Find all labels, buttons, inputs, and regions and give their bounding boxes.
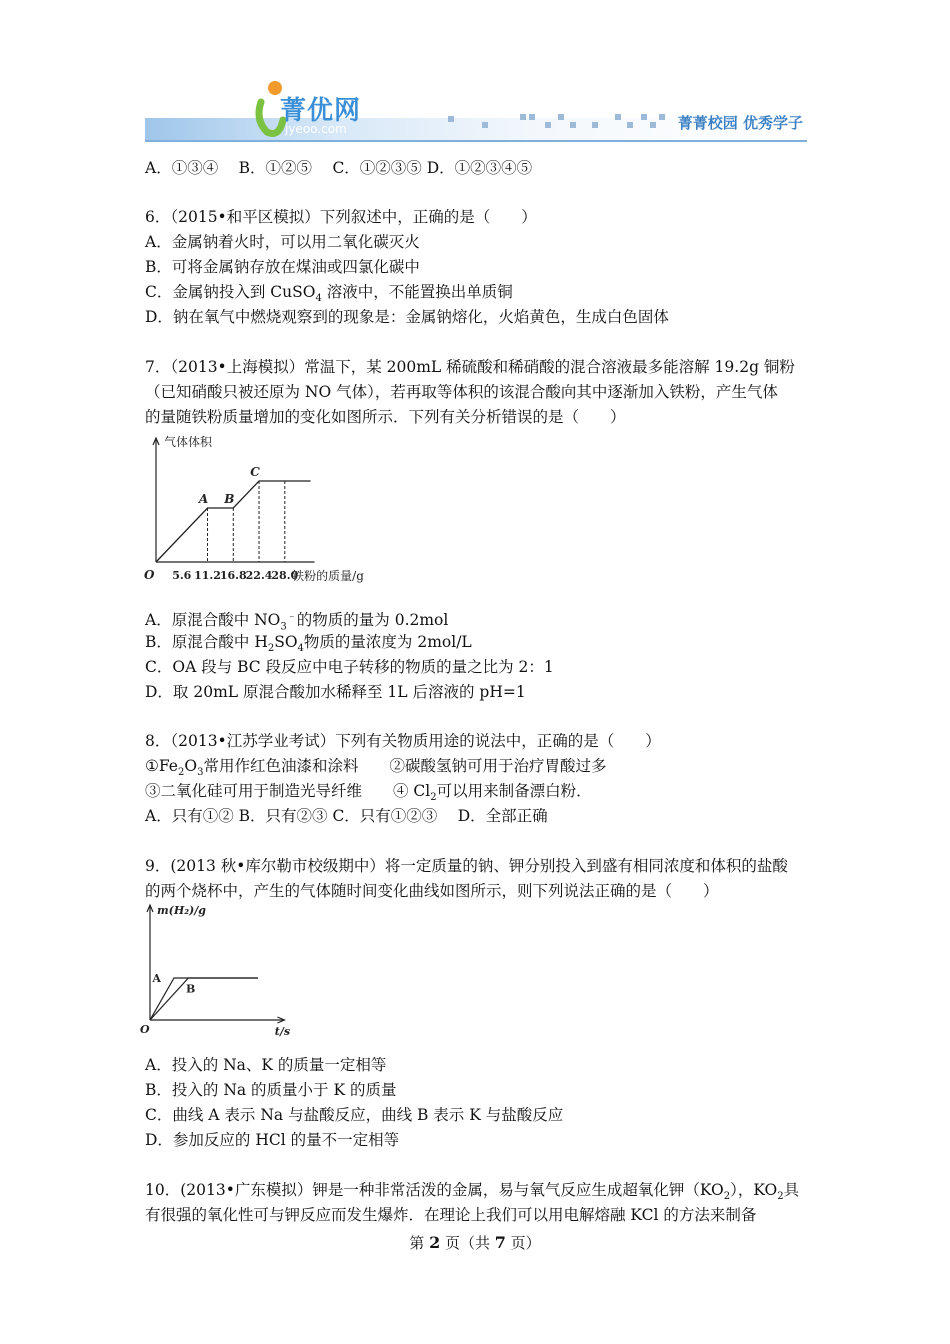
q6-option-d: D．钠在氧气中燃烧观察到的现象是：金属钠熔化，火焰黄色，生成白色固体 [145,308,669,326]
q7-option-b: B．原混合酸中 $H_2SO_4$物质的量浓度为 2mol/L [145,633,472,655]
point-label-b: B [224,492,235,506]
q9-option-c: C．曲线 A 表示 Na 与盐酸反应，曲线 B 表示 K 与盐酸反应 [145,1106,564,1124]
point-label-c: C [250,465,260,479]
q8-item-3-4: ③二氧化硅可用于制造光导纤维 ④ $Cl_2$可以用来制备漂白粉． [145,782,592,804]
page-total: 7 [494,1233,506,1252]
q7-stem-3: 的量随铁粉质量增加的变化如图所示．下列有关分析错误的是（ ） [145,408,626,426]
q7-option-a: A．原混合酸中 $NO_3^﹣$的物质的量为 0.2mol [145,611,449,633]
q9-stem-2: 的两个烧杯中，产生的气体随时间变化曲线如图所示，则下列说法正确的是（ ） [145,882,719,900]
q9-stem-1: 9．(2013 秋•库尔勒市校级期中）将一定质量的钠、钾分别投入到盛有相同浓度和体积的盐酸 [145,857,788,875]
q5-options: A．①③④ B．①②⑤ C．①②③⑤ D．①②③④⑤ [145,159,533,177]
q7-option-c: C．OA 段与 BC 段反应中电子转移的物质的量之比为 2：1 [145,658,554,676]
q9-hydrogen-mass-chart [140,902,300,1042]
x-axis-label: 铁粉的质量/g [292,569,364,583]
site-name: 菁优网 [280,96,362,126]
q7-stem-2: （已知硝酸只被还原为 NO 气体），若再取等体积的该混合酸向其中逐渐加入铁粉，产生气体 [145,383,778,401]
q7-gas-volume-chart [140,432,400,592]
header-slogan: 菁菁校园 优秀学子 [677,114,803,132]
q9-option-a: A．投入的 Na、K 的质量一定相等 [145,1056,387,1074]
q8-stem: 8．（2013•江苏学业考试）下列有关物质用途的说法中，正确的是（ ） [145,732,661,750]
q8-item-1-2: $①Fe_2O_3$常用作红色油漆和涂料 ②碳酸氢钠可用于治疗胃酸过多 [145,757,607,779]
origin-label: O [140,1023,150,1036]
q10-stem-1: 10．(2013•广东模拟）钾是一种非常活泼的金属，易与氧气反应生成超氧化钾$(KO_2)$，$KO_2$具 [145,1181,800,1203]
q8-options: A．只有①② B．只有②③ C．只有①②③ D．全部正确 [145,807,548,825]
q6-option-b: B．可将金属钠存放在煤油或四氯化碳中 [145,258,420,276]
q10-stem-2: 有很强的氧化性可与钾反应而发生爆炸．在理论上我们可以用电解熔融 KCl 的方法来制备 [145,1206,757,1224]
x-tick-label: 11.2 [194,569,221,582]
site-url: jyeoo.com [285,122,347,136]
x-tick-label: 5.6 [172,569,192,582]
page-number: 2 [429,1233,441,1252]
q9-option-d: D．参加反应的 HCl 的量不一定相等 [145,1131,400,1149]
series-label-b: B [186,982,196,996]
origin-label: O [144,568,155,582]
point-label-a: A [198,492,209,506]
x-axis-label: t/s [274,1025,291,1038]
page-footer: 第 2 页（共 7 页） [409,1233,541,1252]
series-line-a [150,978,258,1020]
x-tick-label: 16.8 [219,569,247,582]
series-label-a: A [152,972,161,985]
header-rule [145,140,807,142]
q6-option-c: C．金属钠投入到 CuSO$_4$ 溶液中，不能置换出单质铜 [145,283,513,305]
y-axis-label: 气体体积 [164,435,213,449]
q9-option-b: B．投入的 Na 的质量小于 K 的质量 [145,1081,397,1099]
series-line-b [150,978,258,1020]
q7-option-d: D．取 20mL 原混合酸加水稀释至 1L 后溶液的 pH=1 [145,683,526,701]
q7-stem-1: 7．（2013•上海模拟）常温下，某 200mL 稀硫酸和稀硝酸的混合溶液最多能溶解 19.2g 铜粉 [145,358,795,376]
page-header [145,78,807,148]
x-tick-label: 28.0 [271,569,299,582]
q6-option-a: A．金属钠着火时，可以用二氧化碳灭火 [145,233,420,251]
x-tick-label: 22.4 [245,569,273,582]
y-axis-label: m(H₂)/g [157,904,206,917]
q6-stem: 6．（2015•和平区模拟）下列叙述中，正确的是（ ） [145,208,537,226]
